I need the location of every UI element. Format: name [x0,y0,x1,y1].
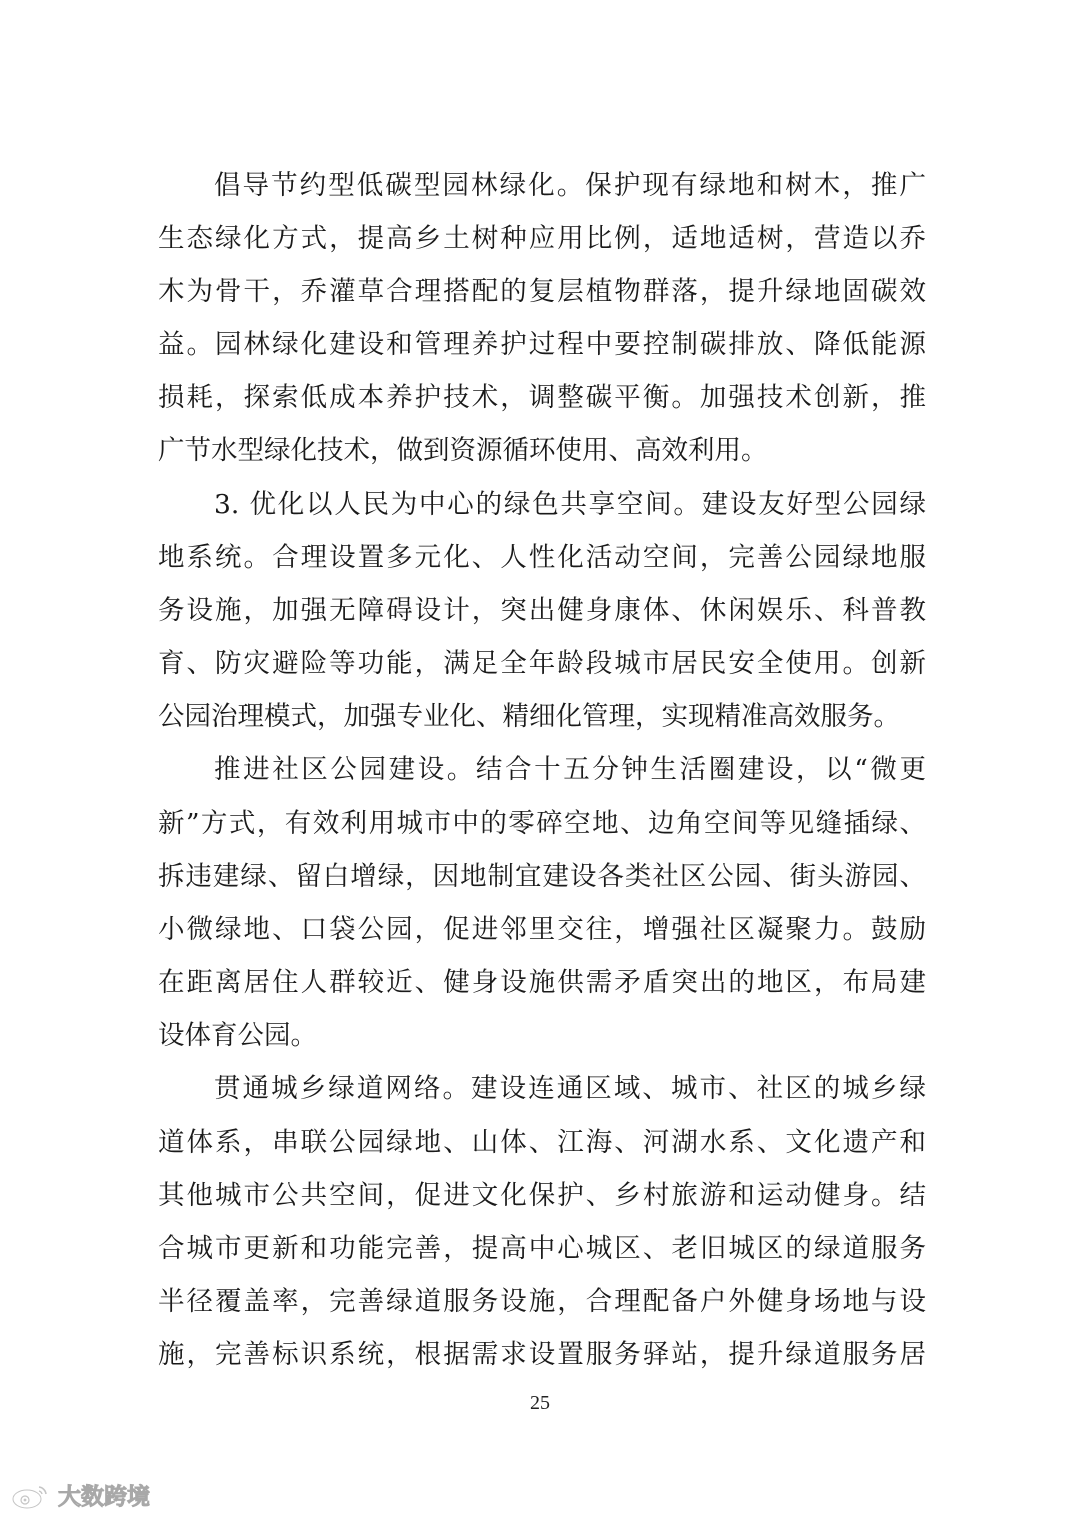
page-number: 25 [530,1392,550,1414]
text-line: 木为骨干，乔灌草合理搭配的复层植物群落，提升绿地固碳效 [158,276,926,307]
text-line: 道体系，串联公园绿地、山体、江海、河湖水系、文化遗产和 [158,1127,926,1158]
text-line: 3. 优化以人民为中心的绿色共享空间。建设友好型公园绿 [214,489,926,520]
text-line: 务设施，加强无障碍设计，突出健身康体、休闲娱乐、科普教 [158,595,926,626]
svg-text:大数跨境: 大数跨境 [58,1484,150,1510]
text-line: 损耗，探索低成本养护技术，调整碳平衡。加强技术创新，推 [158,382,926,413]
text-line: 施，完善标识系统，根据需求设置服务驿站，提升绿道服务居 [158,1339,926,1370]
text-line: 其他城市公共空间，促进文化保护、乡村旅游和运动健身。结 [158,1180,926,1211]
text-line: 半径覆盖率，完善绿道服务设施，合理配备户外健身场地与设 [158,1286,926,1317]
text-line: 合城市更新和功能完善，提高中心城区、老旧城区的绿道服务 [158,1233,926,1264]
text-line: 地系统。合理设置多元化、人性化活动空间，完善公园绿地服 [158,542,926,573]
text-line: 贯通城乡绿道网络。建设连通区域、城市、社区的城乡绿 [214,1073,926,1104]
weibo-logo-icon [10,1481,50,1511]
text-line: 广节水型绿化技术，做到资源循环使用、高效利用。 [158,435,768,466]
text-line: 益。园林绿化建设和管理养护过程中要控制碳排放、降低能源 [158,329,926,360]
text-line: 育、防灾避险等功能，满足全年龄段城市居民安全使用。创新 [158,648,926,679]
text-line: 新”方式，有效利用城市中的零碎空地、边角空间等见缝插绿、 [158,808,926,839]
watermark [10,1476,176,1516]
text-line: 在距离居住人群较近、健身设施供需矛盾突出的地区，布局建 [158,967,926,998]
text-line: 公园治理模式，加强专业化、精细化管理，实现精准高效服务。 [158,701,900,732]
text-line: 推进社区公园建设。结合十五分钟生活圈建设，以“微更 [214,754,926,785]
text-line: 设体育公园。 [158,1020,317,1051]
text-line: 拆违建绿、留白增绿，因地制宜建设各类社区公园、街头游园、 [158,861,926,892]
text-line: 小微绿地、口袋公园，促进邻里交往，增强社区凝聚力。鼓励 [158,914,926,945]
text-line: 倡导节约型低碳型园林绿化。保护现有绿地和树木，推广 [214,170,926,201]
text-line: 生态绿化方式，提高乡土树种应用比例，适地适树，营造以乔 [158,223,926,254]
watermark-text [56,1480,176,1512]
